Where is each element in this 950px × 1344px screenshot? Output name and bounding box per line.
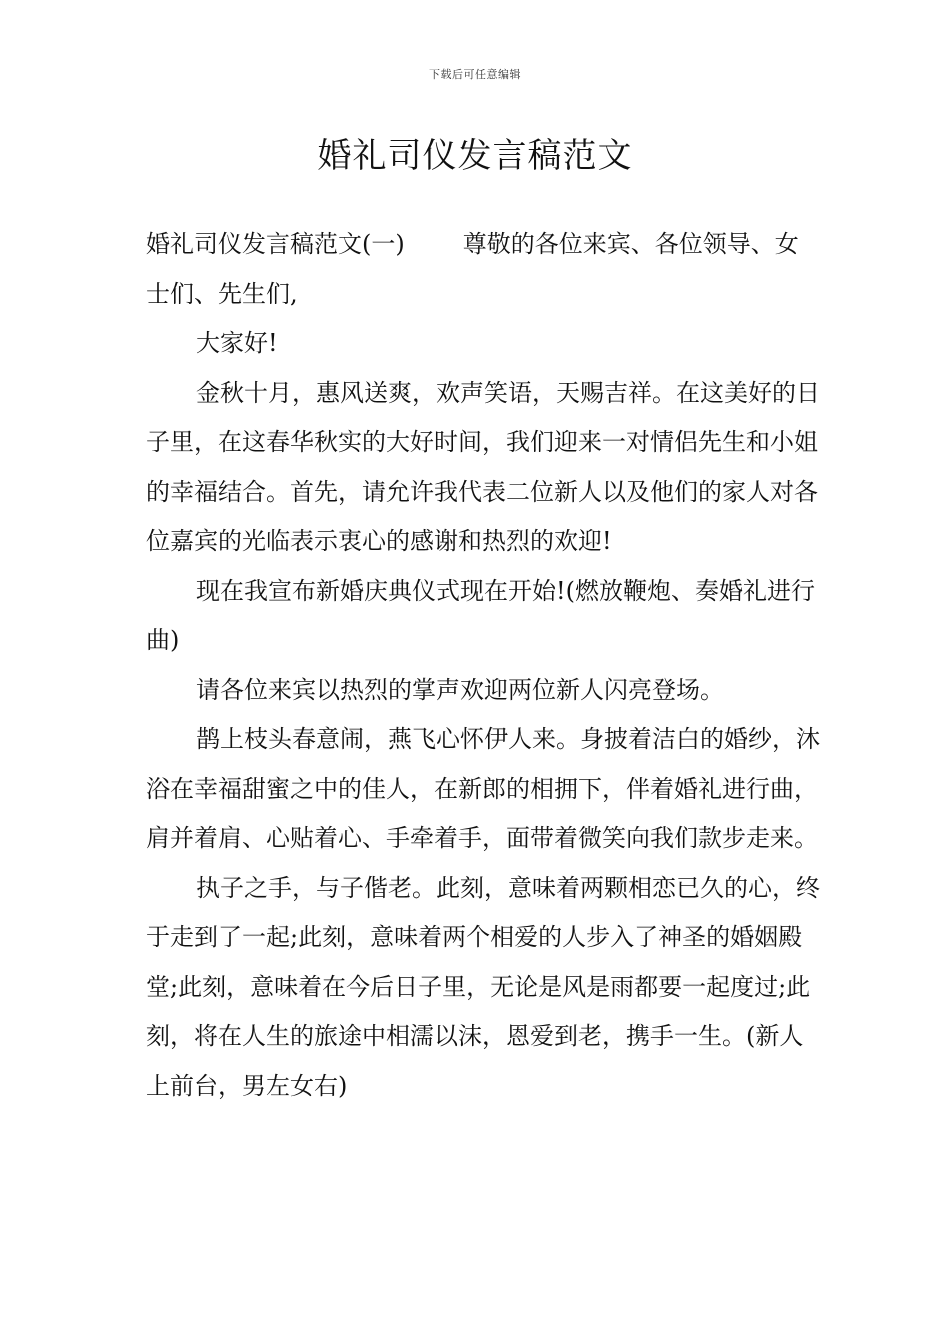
paragraph-bride: 鹊上枝头春意闹，燕飞心怀伊人来。身披着洁白的婚纱，沐浴在幸福甜蜜之中的佳人，在新郎的相拥下，伴着婚礼进行曲，肩并着肩、心贴着心、手牵着手，面带着微笑向我们款步走来。 bbox=[146, 725, 820, 852]
document-body bbox=[146, 220, 822, 1111]
section-label: 婚礼司仪发言稿范文(一) bbox=[146, 230, 405, 258]
salutation: 尊敬的各位来宾、各位领导、女士们、先生们, bbox=[146, 230, 799, 308]
opening-paragraph bbox=[146, 220, 822, 319]
header-note: 下载后可任意编辑 bbox=[429, 68, 521, 81]
document-title: 婚礼司仪发言稿范文 bbox=[317, 136, 633, 176]
paragraph-greeting: 大家好! bbox=[196, 329, 278, 357]
paragraph-ceremony-start: 现在我宣布新婚庆典仪式现在开始!(燃放鞭炮、奏婚礼进行曲) bbox=[146, 576, 816, 654]
paragraph-vows: 执子之手，与子偕老。此刻，意味着两颗相恋已久的心，终于走到了一起;此刻，意味着两个相爱的人步入了神圣的婚姻殿堂;此刻，意味着在今后日子里，无论是风是雨都要一起度过;此刻，将在人生的旅途中相濡以沫，恩爱到老，携手一生。(新人上前台，男左女右) bbox=[146, 873, 820, 1100]
paragraph-entrance: 请各位来宾以热烈的掌声欢迎两位新人闪亮登场。 bbox=[196, 675, 724, 704]
paragraph-welcome: 金秋十月，惠风送爽，欢声笑语，天赐吉祥。在这美好的日子里，在这春华秋实的大好时间，我们迎来一对情侣先生和小姐的幸福结合。首先，请允许我代表二位新人以及他们的家人对各位嘉宾的光临表示衷心的感谢和热烈的欢迎! bbox=[146, 378, 820, 555]
